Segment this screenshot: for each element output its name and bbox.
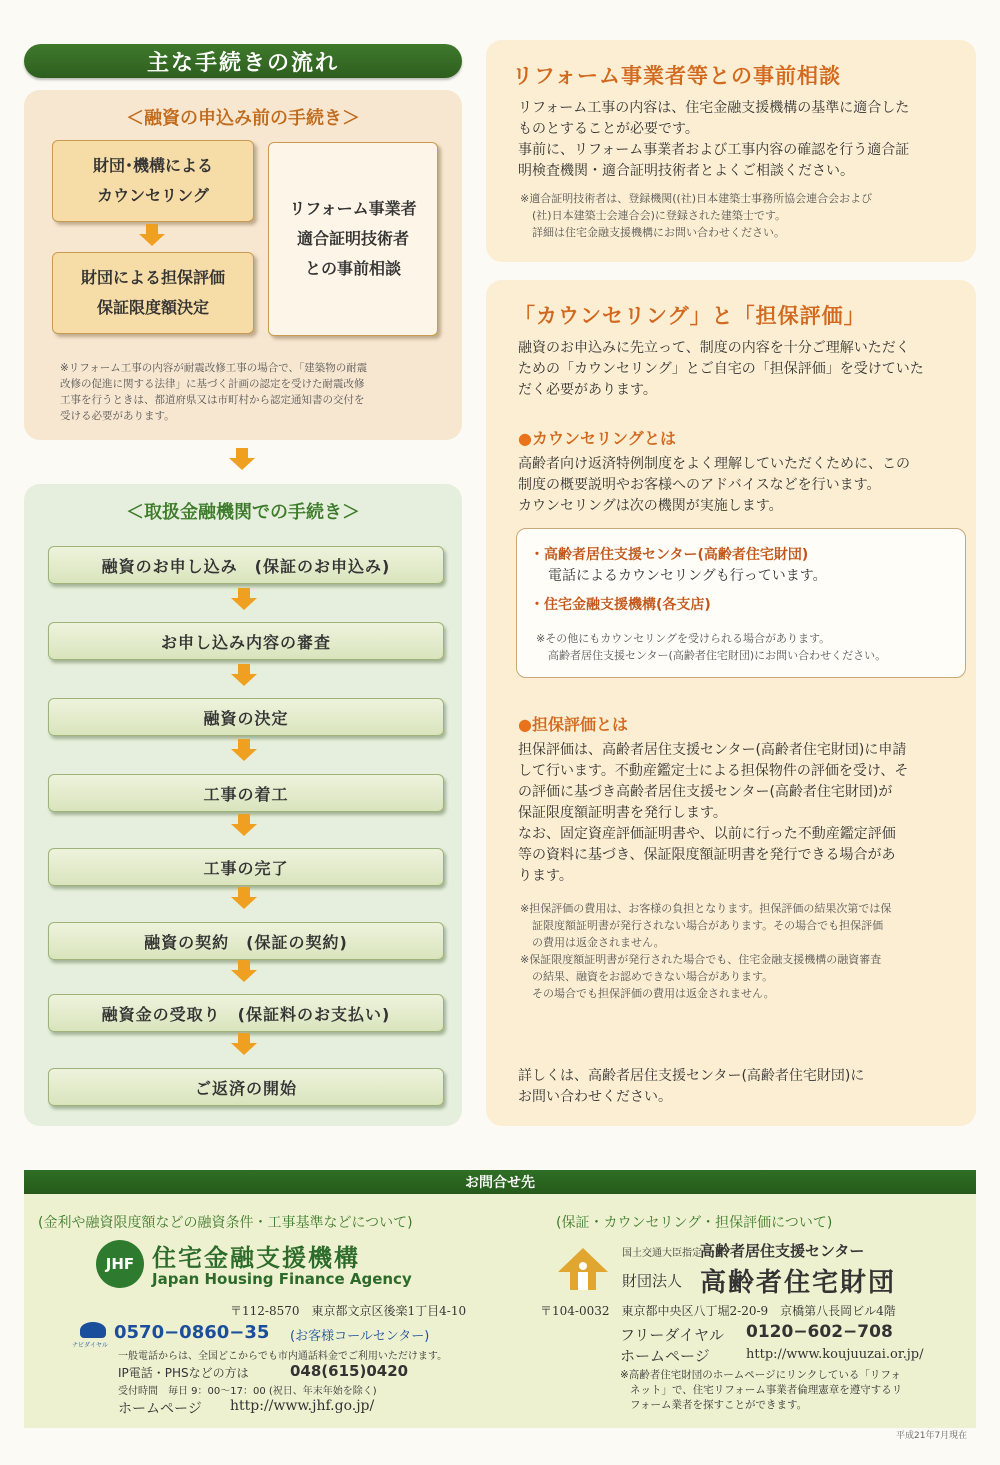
- jhf-phone-label: (お客様コールセンター): [290, 1329, 430, 1344]
- jhf-name: 住宅金融支援機構: [152, 1244, 360, 1272]
- foundation-hp-label: ホームページ: [620, 1347, 710, 1365]
- counseling-body: 高齢者向け返済特例制度をよく理解していただくために、この 制度の概要説明やお客様へのアドバイスなどを行います。 カウンセリングは次の機関が実施します。: [518, 456, 910, 514]
- step-disbursement: 融資金の受取り (保証料のお支払い): [48, 994, 444, 1032]
- navi-dial-icon: [80, 1322, 106, 1338]
- arrow-down-icon: [231, 897, 257, 909]
- agency-jhf: ・住宅金融支援機構(各支店): [530, 597, 711, 613]
- consult-note: ※適合証明技術者は、登録機関((社)日本建築士事務所協会連合会および (社)日本建築士会連合会)に登録された建築士です。 詳細は住宅金融支援機構にお問い合わせください。: [520, 192, 873, 239]
- step-construction-end: 工事の完了: [48, 848, 444, 886]
- agency-center-note: 電話によるカウンセリングも行っています。: [548, 568, 827, 584]
- foundation-type: 財団法人: [622, 1272, 683, 1290]
- step-construction-start: 工事の着工: [48, 774, 444, 812]
- jhf-phone[interactable]: 0570−0860−35: [114, 1322, 270, 1343]
- jhf-phone-note: 一般電話からは、全国どこからでも市内通話料金でご利用いただけます。: [118, 1351, 448, 1362]
- pre-application-heading: ＜融資の申込み前の手続き＞: [126, 108, 360, 129]
- arrow-down-icon: [231, 824, 257, 836]
- bullet-dot-icon: ●: [518, 715, 532, 734]
- foundation-address: 〒104-0032 東京都中央区八丁堀2-20-9 京橋第八長岡ビル4階: [540, 1304, 896, 1318]
- foundation-note: ※高齢者住宅財団のホームページにリンクしている「リフォ ネット」で、住宅リフォーム事業者倫理憲章を遵守するリ フォーム業者を探すことができます。: [620, 1369, 903, 1411]
- bank-procedure-panel: [24, 484, 462, 1126]
- navi-dial-label: ナビダイヤル: [72, 1342, 108, 1349]
- foundation-designation: 国土交通大臣指定: [622, 1248, 702, 1259]
- step-review: お申し込み内容の審査: [48, 622, 444, 660]
- step-repayment: ご返済の開始: [48, 1068, 444, 1106]
- foundation-name: 高齢者住宅財団: [700, 1268, 897, 1298]
- counseling-subheading: ●カウンセリングとは: [518, 429, 676, 448]
- counseling-intro: 融資のお申込みに先立って、制度の内容を十分ご理解いただく ための「カウンセリング」とご自宅の「担保評価」を受けていた だく必要があります。: [518, 340, 924, 398]
- evaluation-subheading: ●担保評価とは: [518, 715, 628, 734]
- step-application: 融資のお申し込み (保証のお申込み): [48, 546, 444, 584]
- counseling-heading: 「カウンセリング」と「担保評価」: [514, 304, 866, 328]
- arrow-down-icon: [231, 749, 257, 761]
- evaluation-box: 財団による担保評価 保証限度額決定: [52, 252, 254, 334]
- jhf-address: 〒112-8570 東京都文京区後楽1丁目4-10: [230, 1304, 467, 1318]
- agencies-note: ※その他にもカウンセリングを受けられる場合があります。 高齢者居住支援センター(高齢者住宅財団)にお問い合わせください。: [536, 632, 887, 662]
- foundation-hp-link[interactable]: http://www.koujuuzai.or.jp/: [746, 1347, 924, 1362]
- contact-bar: お問合せ先: [24, 1170, 976, 1194]
- arrow-down-icon: [231, 970, 257, 982]
- agency-center: ・高齢者居住支援センター(高齢者住宅財団): [530, 547, 809, 563]
- consult-box: リフォーム事業者 適合証明技術者 との事前相談: [268, 142, 438, 336]
- bullet-dot-icon: ●: [518, 429, 532, 448]
- arrow-down-icon: [139, 234, 165, 246]
- jhf-hours: 受付時間 毎日 9：00〜17：00 (祝日、年末年始を除く): [118, 1386, 377, 1397]
- step-contract: 融資の契約 (保証の契約): [48, 922, 444, 960]
- jhf-hp-link[interactable]: http://www.jhf.go.jp/: [230, 1398, 375, 1414]
- consult-heading: リフォーム事業者等との事前相談: [512, 64, 841, 88]
- pre-application-note: ※リフォーム工事の内容が耐震改修工事の場合で、「建築物の耐震 改修の促進に関する法律」に基づく計画の認定を受けた耐震改修 工事を行うときは、都道府県又は市町村から認定通知書の交付を 受ける必要があります。: [60, 362, 368, 422]
- arrow-down-icon: [231, 598, 257, 610]
- arrow-down-icon: [231, 1043, 257, 1055]
- counseling-closing: 詳しくは、高齢者居住支援センター(高齢者住宅財団)に お問い合わせください。: [518, 1068, 865, 1105]
- consult-body: リフォーム工事の内容は、住宅金融支援機構の基準に適合した ものとすることが必要です。 事前に、リフォーム事業者および工事内容の確認を行う適合証 明検査機関・適合証明技術者とよくご相談ください。: [518, 100, 910, 179]
- foundation-free-label: フリーダイヤル: [620, 1326, 724, 1344]
- jhf-logo-icon: JHF: [96, 1240, 144, 1288]
- step-decision: 融資の決定: [48, 698, 444, 736]
- foundation-free-dial[interactable]: 0120−602−708: [746, 1322, 893, 1342]
- foundation-topic: (保証・カウンセリング・担保評価について): [556, 1215, 833, 1231]
- jhf-hp-label: ホームページ: [118, 1401, 202, 1417]
- bank-procedure-heading: ＜取扱金融機関での手続き＞: [126, 502, 360, 523]
- foundation-logo-icon: [556, 1246, 610, 1292]
- jhf-topic: (金利や融資限度額などの融資条件・工事基準などについて): [38, 1215, 413, 1231]
- evaluation-note: ※担保評価の費用は、お客様の負担となります。担保評価の結果次第では保 証限度額証明書が発行されない場合があります。その場合でも担保評価 の費用は返金されません。 ※保証限度額証明書が発行された場合でも、住宅金融支援機構の融資審査 の結果、融資をお認めできない場合があります。 その場合でも担保評価の費用は返金されません。: [520, 902, 892, 1000]
- jhf-ip-label: IP電話・PHSなどの方は: [118, 1366, 249, 1380]
- jhf-name-en: Japan Housing Finance Agency: [152, 1270, 412, 1288]
- evaluation-body: 担保評価は、高齢者居住支援センター(高齢者住宅財団)に申請 して行います。不動産鑑定士による担保物件の評価を受け、そ の評価に基づき高齢者居住支援センター(高齢者住宅財団)が 保証限度額証明書を発行します。 なお、固定資産評価証明書や、以前に行った不動産鑑定評価 等の資料に基づき、保証限度額証明書を発行できる場合があ ります。: [518, 742, 909, 884]
- flow-title: 主な手続きの流れ: [24, 44, 462, 78]
- counseling-box: 財団･機構による カウンセリング: [52, 140, 254, 222]
- footer-date: 平成21年7月現在: [896, 1431, 968, 1441]
- foundation-center: 高齢者居住支援センター: [700, 1242, 865, 1260]
- arrow-down-icon: [231, 674, 257, 686]
- jhf-ip-phone[interactable]: 048(615)0420: [290, 1362, 409, 1380]
- arrow-down-icon: [229, 458, 255, 470]
